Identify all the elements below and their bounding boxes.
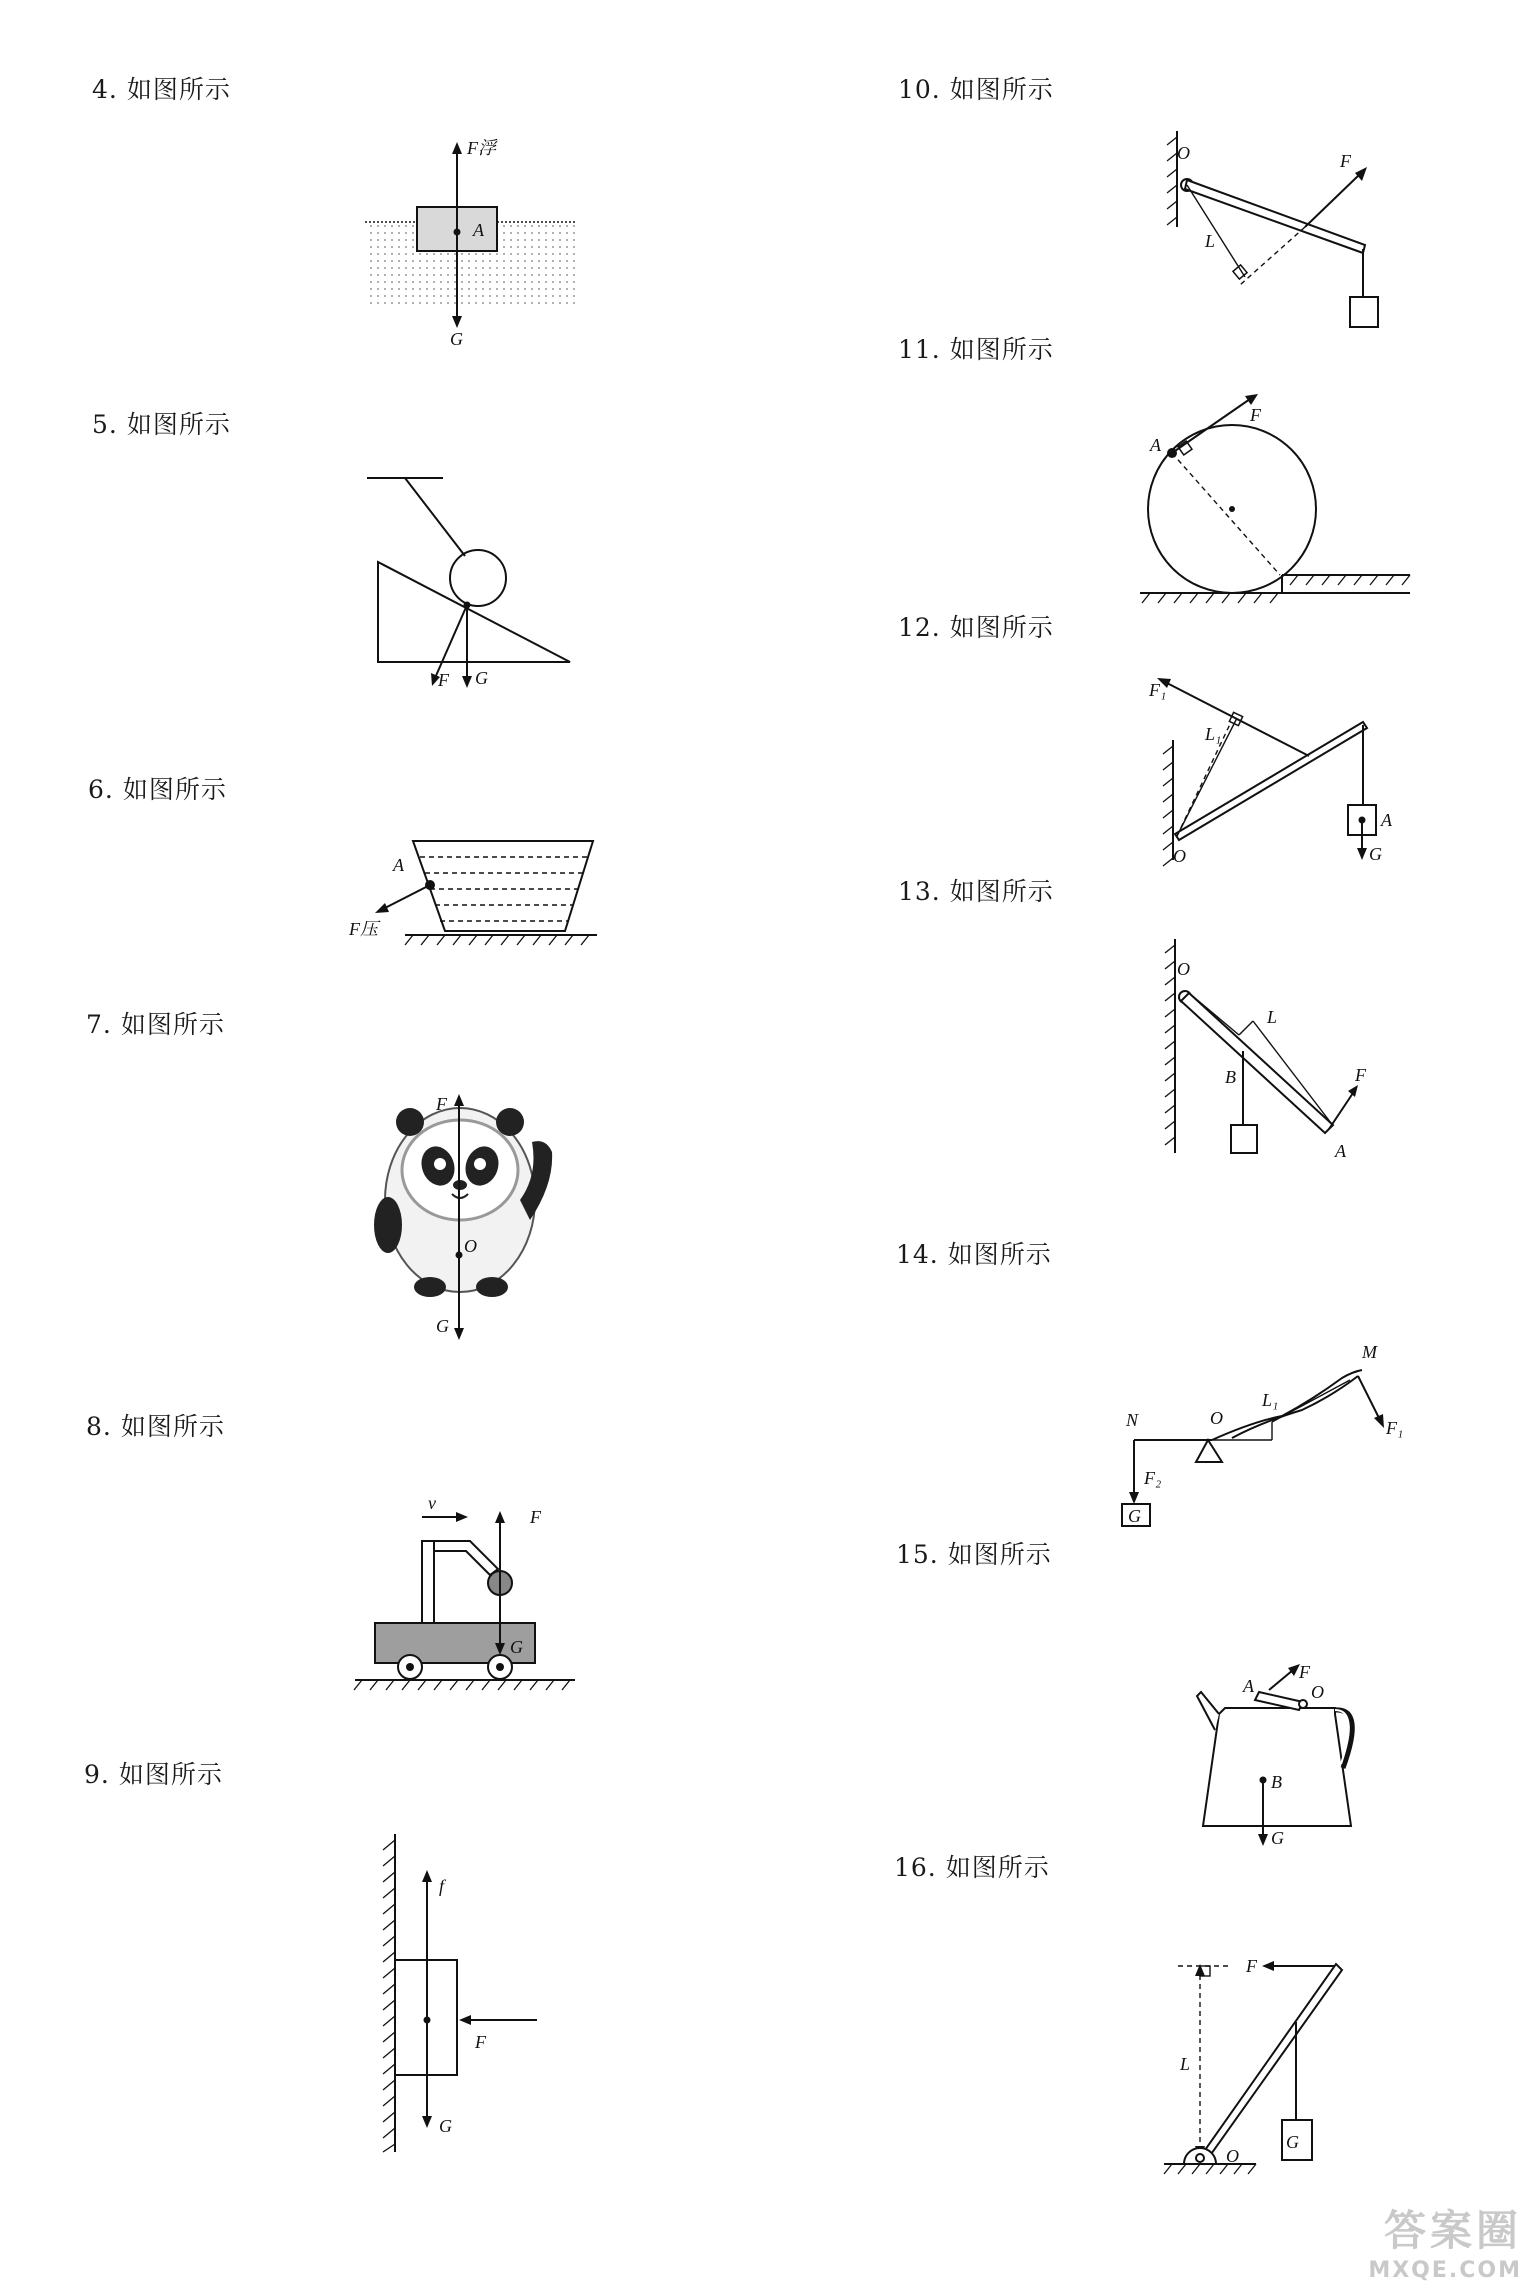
label-gravity: G <box>475 668 488 688</box>
container <box>413 841 593 931</box>
incline <box>378 562 570 662</box>
weight <box>1231 1125 1257 1153</box>
label-gravity: G <box>1369 844 1382 864</box>
label-pivot: O <box>1177 143 1190 163</box>
label-point-a: A <box>1381 810 1392 830</box>
label-point-n: N <box>1126 1410 1139 1430</box>
question-11-figure <box>1130 385 1420 610</box>
cart-post <box>422 1541 434 1623</box>
label-force: F₁ <box>1149 680 1167 700</box>
watermark-logo: 答案圈 <box>1383 2206 1522 2255</box>
label-point-a: A <box>473 220 484 240</box>
lever-curve <box>1212 1370 1362 1440</box>
kettle-body <box>1203 1708 1351 1826</box>
label-force: F <box>436 1094 447 1114</box>
question-text: 如图所示 <box>118 1760 223 1789</box>
ball <box>450 550 506 606</box>
label-arm: L <box>1205 231 1216 251</box>
label-gravity: G <box>1286 2132 1299 2152</box>
label-arm: L <box>1267 1007 1278 1027</box>
question-6-label <box>88 770 227 806</box>
question-4-figure <box>355 140 595 350</box>
question-text: 如图所示 <box>126 410 231 439</box>
question-9-label <box>84 1755 223 1791</box>
label-point-b: B <box>1271 1772 1282 1792</box>
label-force: F <box>475 2032 486 2052</box>
panda-mascot <box>374 1108 552 1297</box>
kettle-spout <box>1197 1692 1219 1730</box>
label-pivot: O <box>1210 1408 1223 1428</box>
question-number: 8. <box>86 1412 112 1441</box>
fulcrum <box>1196 1440 1222 1462</box>
label-arm: L <box>1180 2054 1191 2074</box>
rope <box>405 478 465 556</box>
label-force: F <box>1355 1065 1366 1085</box>
question-13-figure <box>1155 935 1375 1160</box>
label-point-b: B <box>1225 1067 1236 1087</box>
label-pivot: O <box>1177 959 1190 979</box>
question-10-label <box>898 70 1054 106</box>
watermark-url: MXQE.COM <box>1368 2258 1522 2283</box>
lever <box>1181 993 1333 1133</box>
question-number: 12. <box>898 613 941 642</box>
pressure-arrow <box>383 885 430 909</box>
question-number: 9. <box>84 1760 110 1789</box>
label-point-a: A <box>1150 435 1161 455</box>
label-gravity: G <box>436 1316 449 1336</box>
question-text: 如图所示 <box>126 75 231 104</box>
force-f1-arrow <box>1358 1376 1380 1420</box>
question-15-label <box>896 1535 1052 1571</box>
question-8-figure <box>350 1485 590 1695</box>
label-point-a: A <box>1335 1141 1346 1161</box>
label-force2: F₂ <box>1144 1468 1162 1488</box>
label-point-a: A <box>1243 1676 1254 1696</box>
question-number: 5. <box>92 410 118 439</box>
label-arm: L₁ <box>1262 1390 1279 1410</box>
question-12-figure <box>1145 670 1415 870</box>
label-velocity: v <box>428 1493 436 1513</box>
label-gravity: G <box>1271 1828 1284 1848</box>
question-5-figure <box>365 470 585 700</box>
question-9-figure <box>375 1830 575 2160</box>
question-11-label <box>898 330 1054 366</box>
question-10-figure <box>1165 125 1395 335</box>
question-text: 如图所示 <box>120 1412 225 1441</box>
label-pivot: O <box>1226 2146 1239 2166</box>
question-text: 如图所示 <box>945 1853 1050 1882</box>
question-7-label <box>86 1005 225 1041</box>
watermark <box>1368 2198 1522 2283</box>
question-text: 如图所示 <box>947 1240 1052 1269</box>
question-8-label <box>86 1407 225 1443</box>
force-arrow <box>1269 1670 1293 1690</box>
label-arm: L₁ <box>1205 724 1222 744</box>
question-text: 如图所示 <box>120 1010 225 1039</box>
question-15-figure <box>1195 1618 1370 1848</box>
question-text: 如图所示 <box>122 775 227 804</box>
label-gravity: G <box>1128 1506 1141 1526</box>
label-force: F <box>438 670 449 690</box>
question-text: 如图所示 <box>949 75 1054 104</box>
question-13-label <box>898 872 1054 908</box>
label-force: F <box>1246 1956 1257 1976</box>
label-force: F压 <box>349 919 378 939</box>
question-number: 4. <box>92 75 118 104</box>
label-friction: f <box>439 1876 445 1896</box>
question-number: 6. <box>88 775 114 804</box>
label-pivot: O <box>464 1236 477 1256</box>
question-number: 15. <box>896 1540 939 1569</box>
label-gravity: G <box>450 329 463 349</box>
question-text: 如图所示 <box>949 877 1054 906</box>
question-16-label <box>894 1848 1050 1884</box>
label-force: F <box>1250 405 1261 425</box>
force-arrow <box>1305 175 1359 227</box>
force-arrow <box>1329 1093 1353 1129</box>
rod <box>1198 1964 1342 2164</box>
cart-arm <box>434 1541 498 1575</box>
question-7-figure <box>360 1080 570 1350</box>
question-number: 13. <box>898 877 941 906</box>
weight <box>1350 297 1378 327</box>
label-force: F <box>1340 151 1351 171</box>
question-number: 14. <box>896 1240 939 1269</box>
question-16-figure <box>1150 1950 1390 2180</box>
force-f-arrow <box>435 605 467 678</box>
question-number: 11. <box>898 335 941 364</box>
question-4-label <box>92 70 231 106</box>
label-force1: F₁ <box>1386 1418 1404 1438</box>
lever <box>1175 722 1367 840</box>
label-force: F <box>530 1507 541 1527</box>
question-6-figure <box>345 835 605 950</box>
question-text: 如图所示 <box>949 613 1054 642</box>
question-5-label <box>92 405 231 441</box>
label-gravity: G <box>439 2116 452 2136</box>
question-14-figure <box>1112 1330 1432 1540</box>
question-14-label <box>896 1235 1052 1271</box>
question-number: 10. <box>898 75 941 104</box>
question-text: 如图所示 <box>949 335 1054 364</box>
label-pivot: O <box>1173 846 1186 866</box>
label-force: F <box>1299 1662 1310 1682</box>
question-12-label <box>898 608 1054 644</box>
label-point-a: A <box>393 855 404 875</box>
question-number: 7. <box>86 1010 112 1039</box>
question-number: 16. <box>894 1853 937 1882</box>
label-buoyancy: F浮 <box>467 138 496 158</box>
label-point-m: M <box>1362 1342 1377 1362</box>
label-pivot: O <box>1311 1682 1324 1702</box>
question-text: 如图所示 <box>947 1540 1052 1569</box>
label-gravity: G <box>510 1637 523 1657</box>
